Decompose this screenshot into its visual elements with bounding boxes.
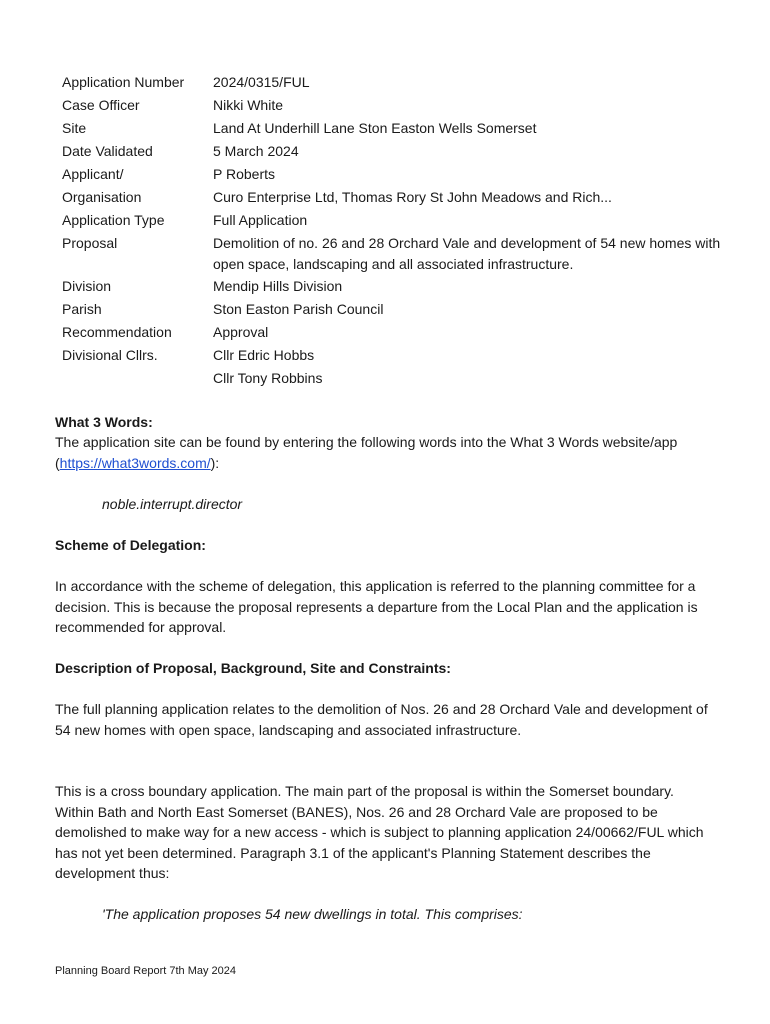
detail-value: 2024/0315/FUL (213, 74, 310, 90)
description-quote: 'The application proposes 54 new dwellings in total. This comprises: (102, 906, 523, 922)
detail-label: Division (62, 278, 112, 294)
what3words-link[interactable]: https://what3words.com/ (59, 454, 211, 471)
detail-row (62, 141, 742, 164)
detail-row (62, 276, 742, 299)
detail-label: Application Type (62, 212, 165, 228)
detail-value: Cllr Tony Robbins (213, 370, 323, 386)
detail-row (62, 118, 742, 141)
detail-label: Site (62, 120, 87, 136)
detail-row (62, 299, 742, 322)
detail-value: Approval (213, 324, 269, 340)
delegation-paragraph: In accordance with the scheme of delegation, this application is referred to the planning committee for a decision. This is because the proposal represents a departure from the Local Plan and the application is recommended for approval. (55, 578, 698, 635)
detail-label: Divisional Cllrs. (62, 347, 158, 363)
detail-value: Nikki White (213, 97, 284, 113)
detail-value: Curo Enterprise Ltd, Thomas Rory St John Meadows and Rich... (213, 189, 612, 205)
description-heading: Description of Proposal, Background, Site and Constraints: (55, 660, 451, 676)
detail-label: Application Number (62, 74, 185, 90)
detail-value: Ston Easton Parish Council (213, 301, 384, 317)
detail-label: Proposal (62, 235, 118, 251)
detail-label: Organisation (62, 189, 142, 205)
detail-row (62, 164, 742, 187)
detail-label: Applicant/ (62, 166, 124, 182)
what3words-paragraph (55, 432, 715, 473)
detail-label (62, 368, 213, 391)
detail-value: 5 March 2024 (213, 143, 299, 159)
delegation-heading: Scheme of Delegation: (55, 537, 206, 553)
detail-value: Land At Underhill Lane Ston Easton Wells Somerset (213, 120, 537, 136)
what3words-text-end: ): (210, 454, 220, 471)
page-footer: Planning Board Report 7th May 2024 (55, 965, 237, 977)
application-details-table (62, 72, 742, 391)
what3words-heading: What 3 Words: (55, 414, 153, 430)
detail-row (62, 345, 742, 368)
detail-label: Recommendation (62, 324, 172, 340)
detail-value: Full Application (213, 212, 308, 228)
detail-label: Case Officer (62, 97, 140, 113)
detail-row (62, 233, 742, 276)
detail-row (62, 210, 742, 233)
detail-label: Date Validated (62, 143, 153, 159)
what3words-words: noble.interrupt.director (102, 496, 243, 512)
detail-row (62, 95, 742, 118)
detail-value: Demolition of no. 26 and 28 Orchard Vale and development of 54 new homes with open space, landscaping and all associated infrastructure. (213, 235, 721, 272)
detail-value: Mendip Hills Division (213, 278, 343, 294)
detail-value: P Roberts (213, 166, 275, 182)
what3words-text: The application site can be found by entering the following words into the What 3 Words website/app ( (55, 434, 678, 471)
detail-row (62, 187, 742, 210)
description-paragraph-2: This is a cross boundary application. The main part of the proposal is within the Somerset boundary. Within Bath and North East Somerset (BANES), Nos. 26 and 28 Orchard Vale are proposed to be demolished to make way for a new access - which is subject to planning application 24/00662/FUL which has not yet been determined. Paragraph 3.1 of the applicant's Planning Statement describes the development thus: (55, 783, 704, 881)
detail-row (62, 368, 742, 391)
description-paragraph-1: The full planning application relates to the demolition of Nos. 26 and 28 Orchard Vale and development of 54 new homes with open space, landscaping and associated infrastructure. (55, 701, 708, 738)
detail-row (62, 72, 742, 95)
detail-value: Cllr Edric Hobbs (213, 347, 315, 363)
detail-label: Parish (62, 301, 102, 317)
detail-row (62, 322, 742, 345)
